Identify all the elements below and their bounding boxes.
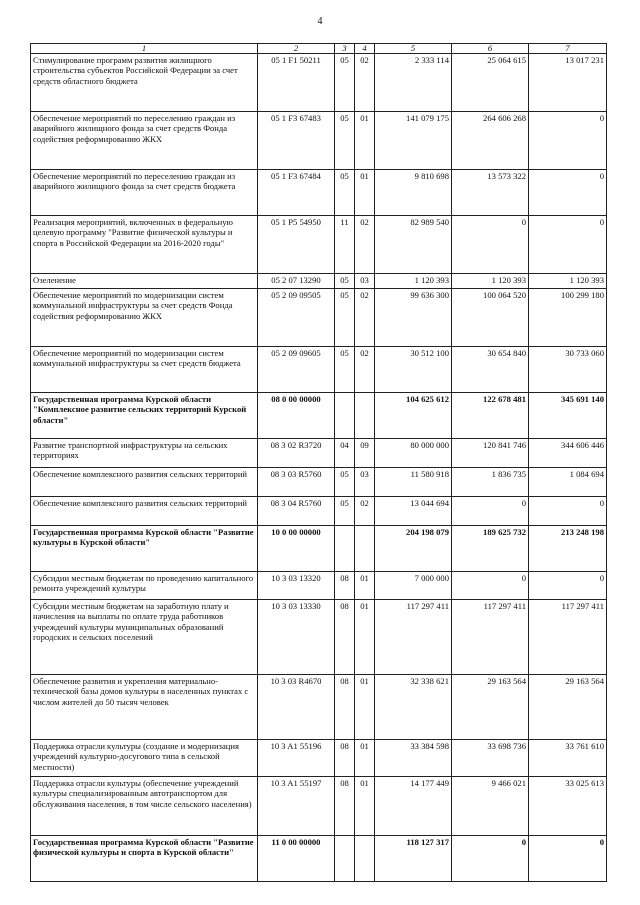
item-name-cell: Стимулирование программ развития жилищного строительства субъектов Российской Федерации за счет средств областного бюджета — [31, 54, 258, 112]
item-name-cell: Поддержка отрасли культуры (обеспечение учреждений культуры специализированным автотранспортом для обслуживания населения, в том числе сельского населения) — [31, 777, 258, 836]
item-name-cell: Обеспечение мероприятий по переселению граждан из аварийного жилищного фонда за счет средств Фонда содействия реформированию ЖКХ — [31, 112, 258, 170]
amount-col5-cell: 204 198 079 — [375, 526, 452, 572]
item-name-cell: Субсидии местным бюджетам на заработную плату и начисления на выплаты по оплате труда работников учреждений культуры муниципальных образований городских и сельских поселений — [31, 600, 258, 675]
program-code-cell: 10 3 03 R4670 — [258, 675, 335, 740]
table-row — [31, 289, 607, 347]
amount-col6-cell: 30 654 840 — [452, 347, 529, 393]
table-row — [31, 468, 607, 497]
section-cell: 05 — [335, 289, 355, 347]
header-cell: 4 — [355, 44, 375, 54]
amount-col7-cell: 30 733 060 — [529, 347, 607, 393]
table-row — [31, 274, 607, 289]
amount-col7-cell: 117 297 411 — [529, 600, 607, 675]
header-cell: 1 — [31, 44, 258, 54]
amount-col7-cell: 0 — [529, 216, 607, 274]
amount-col7-cell: 29 163 564 — [529, 675, 607, 740]
program-code-cell: 08 3 03 R5760 — [258, 468, 335, 497]
program-code-cell: 05 2 07 13290 — [258, 274, 335, 289]
section-cell: 08 — [335, 777, 355, 836]
item-name-cell: Государственная программа Курской области "Комплексное развитие сельских территорий Курской области" — [31, 393, 258, 439]
amount-col6-cell: 0 — [452, 572, 529, 600]
section-cell: 05 — [335, 468, 355, 497]
subsection-cell — [355, 393, 375, 439]
table-row — [31, 112, 607, 170]
header-cell: 3 — [335, 44, 355, 54]
table-row — [31, 497, 607, 526]
amount-col6-cell: 189 625 732 — [452, 526, 529, 572]
table-row — [31, 170, 607, 216]
program-code-cell: 05 2 09 09505 — [258, 289, 335, 347]
section-cell: 05 — [335, 347, 355, 393]
section-cell — [335, 393, 355, 439]
section-cell: 05 — [335, 497, 355, 526]
section-cell: 08 — [335, 740, 355, 777]
table-row — [31, 347, 607, 393]
amount-col5-cell: 11 580 918 — [375, 468, 452, 497]
amount-col5-cell: 2 333 114 — [375, 54, 452, 112]
subsection-cell — [355, 836, 375, 882]
amount-col6-cell: 264 606 268 — [452, 112, 529, 170]
amount-col7-cell: 0 — [529, 112, 607, 170]
subsection-cell: 01 — [355, 572, 375, 600]
program-code-cell: 05 1 F1 50211 — [258, 54, 335, 112]
program-code-cell: 11 0 00 00000 — [258, 836, 335, 882]
amount-col5-cell: 30 512 100 — [375, 347, 452, 393]
amount-col6-cell: 0 — [452, 497, 529, 526]
program-code-cell: 08 3 02 R3720 — [258, 439, 335, 468]
amount-col5-cell: 80 000 000 — [375, 439, 452, 468]
program-total-row — [31, 393, 607, 439]
amount-col6-cell: 122 678 481 — [452, 393, 529, 439]
subsection-cell: 02 — [355, 497, 375, 526]
amount-col7-cell: 1 084 694 — [529, 468, 607, 497]
header-cell: 7 — [529, 44, 607, 54]
section-cell: 08 — [335, 572, 355, 600]
subsection-cell — [355, 526, 375, 572]
amount-col6-cell: 100 064 520 — [452, 289, 529, 347]
subsection-cell: 09 — [355, 439, 375, 468]
item-name-cell: Обеспечение мероприятий по модернизации систем коммунальной инфраструктуры за счет средств бюджета — [31, 347, 258, 393]
amount-col7-cell: 0 — [529, 572, 607, 600]
amount-col6-cell: 0 — [452, 216, 529, 274]
program-code-cell: 10 3 03 13320 — [258, 572, 335, 600]
page-number: 4 — [317, 16, 323, 27]
table-row — [31, 572, 607, 600]
amount-col5-cell: 7 000 000 — [375, 572, 452, 600]
budget-table — [30, 43, 607, 882]
amount-col5-cell: 118 127 317 — [375, 836, 452, 882]
amount-col7-cell: 13 017 231 — [529, 54, 607, 112]
program-code-cell: 05 2 09 09605 — [258, 347, 335, 393]
amount-col6-cell: 33 698 736 — [452, 740, 529, 777]
program-code-cell: 10 3 A1 55197 — [258, 777, 335, 836]
amount-col5-cell: 13 044 694 — [375, 497, 452, 526]
header-cell: 6 — [452, 44, 529, 54]
section-cell: 11 — [335, 216, 355, 274]
amount-col7-cell: 345 691 140 — [529, 393, 607, 439]
amount-col7-cell: 213 248 198 — [529, 526, 607, 572]
subsection-cell: 01 — [355, 675, 375, 740]
amount-col5-cell: 32 338 621 — [375, 675, 452, 740]
item-name-cell: Субсидии местным бюджетам по проведению капитального ремонта учреждений культуры — [31, 572, 258, 600]
item-name-cell: Государственная программа Курской области "Развитие культуры в Курской области" — [31, 526, 258, 572]
section-cell: 05 — [335, 170, 355, 216]
item-name-cell: Обеспечение мероприятий по переселению граждан из аварийного жилищного фонда за счет средств бюджета — [31, 170, 258, 216]
subsection-cell: 01 — [355, 600, 375, 675]
subsection-cell: 01 — [355, 740, 375, 777]
table-row — [31, 439, 607, 468]
item-name-cell: Обеспечение комплексного развития сельских территорий — [31, 497, 258, 526]
item-name-cell: Поддержка отрасли культуры (создание и модернизация учреждений культурно-досугового типа в сельской местности) — [31, 740, 258, 777]
amount-col5-cell: 82 989 540 — [375, 216, 452, 274]
section-cell: 05 — [335, 54, 355, 112]
item-name-cell: Обеспечение комплексного развития сельских территорий — [31, 468, 258, 497]
subsection-cell: 03 — [355, 274, 375, 289]
subsection-cell: 02 — [355, 289, 375, 347]
table-row — [31, 216, 607, 274]
amount-col6-cell: 117 297 411 — [452, 600, 529, 675]
amount-col5-cell: 141 079 175 — [375, 112, 452, 170]
program-total-row — [31, 836, 607, 882]
program-total-row — [31, 526, 607, 572]
section-cell: 08 — [335, 600, 355, 675]
amount-col6-cell: 1 836 735 — [452, 468, 529, 497]
item-name-cell: Развитие транспортной инфраструктуры на сельских территориях — [31, 439, 258, 468]
amount-col5-cell: 104 625 612 — [375, 393, 452, 439]
amount-col7-cell: 0 — [529, 497, 607, 526]
amount-col7-cell: 33 761 610 — [529, 740, 607, 777]
amount-col6-cell: 29 163 564 — [452, 675, 529, 740]
amount-col7-cell: 0 — [529, 170, 607, 216]
item-name-cell: Государственная программа Курской области "Развитие физической культуры и спорта в Курской области" — [31, 836, 258, 882]
amount-col5-cell: 117 297 411 — [375, 600, 452, 675]
program-code-cell: 10 3 A1 55196 — [258, 740, 335, 777]
program-code-cell: 05 1 F3 67484 — [258, 170, 335, 216]
section-cell — [335, 836, 355, 882]
section-cell: 08 — [335, 675, 355, 740]
program-code-cell: 10 0 00 00000 — [258, 526, 335, 572]
subsection-cell: 02 — [355, 216, 375, 274]
item-name-cell: Обеспечение развития и укрепления материально-технической базы домов культуры в населенных пунктах с числом жителей до 50 тысяч человек — [31, 675, 258, 740]
table-row — [31, 777, 607, 836]
item-name-cell: Обеспечение мероприятий по модернизации систем коммунальной инфраструктуры за счет средств Фонда содействия реформированию ЖКХ — [31, 289, 258, 347]
table-row — [31, 740, 607, 777]
program-code-cell: 05 1 P5 54950 — [258, 216, 335, 274]
header-cell: 5 — [375, 44, 452, 54]
item-name-cell: Реализация мероприятий, включенных в федеральную целевую программу "Развитие физической культуры и спорта в Российской Федерации на 2016-2020 годы" — [31, 216, 258, 274]
table-row — [31, 600, 607, 675]
subsection-cell: 01 — [355, 777, 375, 836]
subsection-cell: 02 — [355, 347, 375, 393]
amount-col6-cell: 25 064 615 — [452, 54, 529, 112]
program-code-cell: 10 3 03 13330 — [258, 600, 335, 675]
subsection-cell: 02 — [355, 54, 375, 112]
subsection-cell: 01 — [355, 170, 375, 216]
amount-col5-cell: 99 636 300 — [375, 289, 452, 347]
subsection-cell: 03 — [355, 468, 375, 497]
amount-col7-cell: 0 — [529, 836, 607, 882]
amount-col7-cell: 344 606 446 — [529, 439, 607, 468]
program-code-cell: 08 3 04 R5760 — [258, 497, 335, 526]
amount-col5-cell: 9 810 698 — [375, 170, 452, 216]
section-cell — [335, 526, 355, 572]
amount-col5-cell: 33 384 598 — [375, 740, 452, 777]
table-row — [31, 54, 607, 112]
table-row — [31, 675, 607, 740]
header-cell: 2 — [258, 44, 335, 54]
amount-col6-cell: 1 120 393 — [452, 274, 529, 289]
amount-col7-cell: 1 120 393 — [529, 274, 607, 289]
amount-col6-cell: 0 — [452, 836, 529, 882]
section-cell: 05 — [335, 112, 355, 170]
amount-col5-cell: 1 120 393 — [375, 274, 452, 289]
program-code-cell: 08 0 00 00000 — [258, 393, 335, 439]
section-cell: 04 — [335, 439, 355, 468]
header-row — [31, 44, 607, 54]
item-name-cell: Озеленение — [31, 274, 258, 289]
amount-col7-cell: 100 299 180 — [529, 289, 607, 347]
program-code-cell: 05 1 F3 67483 — [258, 112, 335, 170]
amount-col7-cell: 33 025 613 — [529, 777, 607, 836]
subsection-cell: 01 — [355, 112, 375, 170]
section-cell: 05 — [335, 274, 355, 289]
amount-col6-cell: 120 841 746 — [452, 439, 529, 468]
amount-col6-cell: 13 573 322 — [452, 170, 529, 216]
amount-col5-cell: 14 177 449 — [375, 777, 452, 836]
amount-col6-cell: 9 466 021 — [452, 777, 529, 836]
